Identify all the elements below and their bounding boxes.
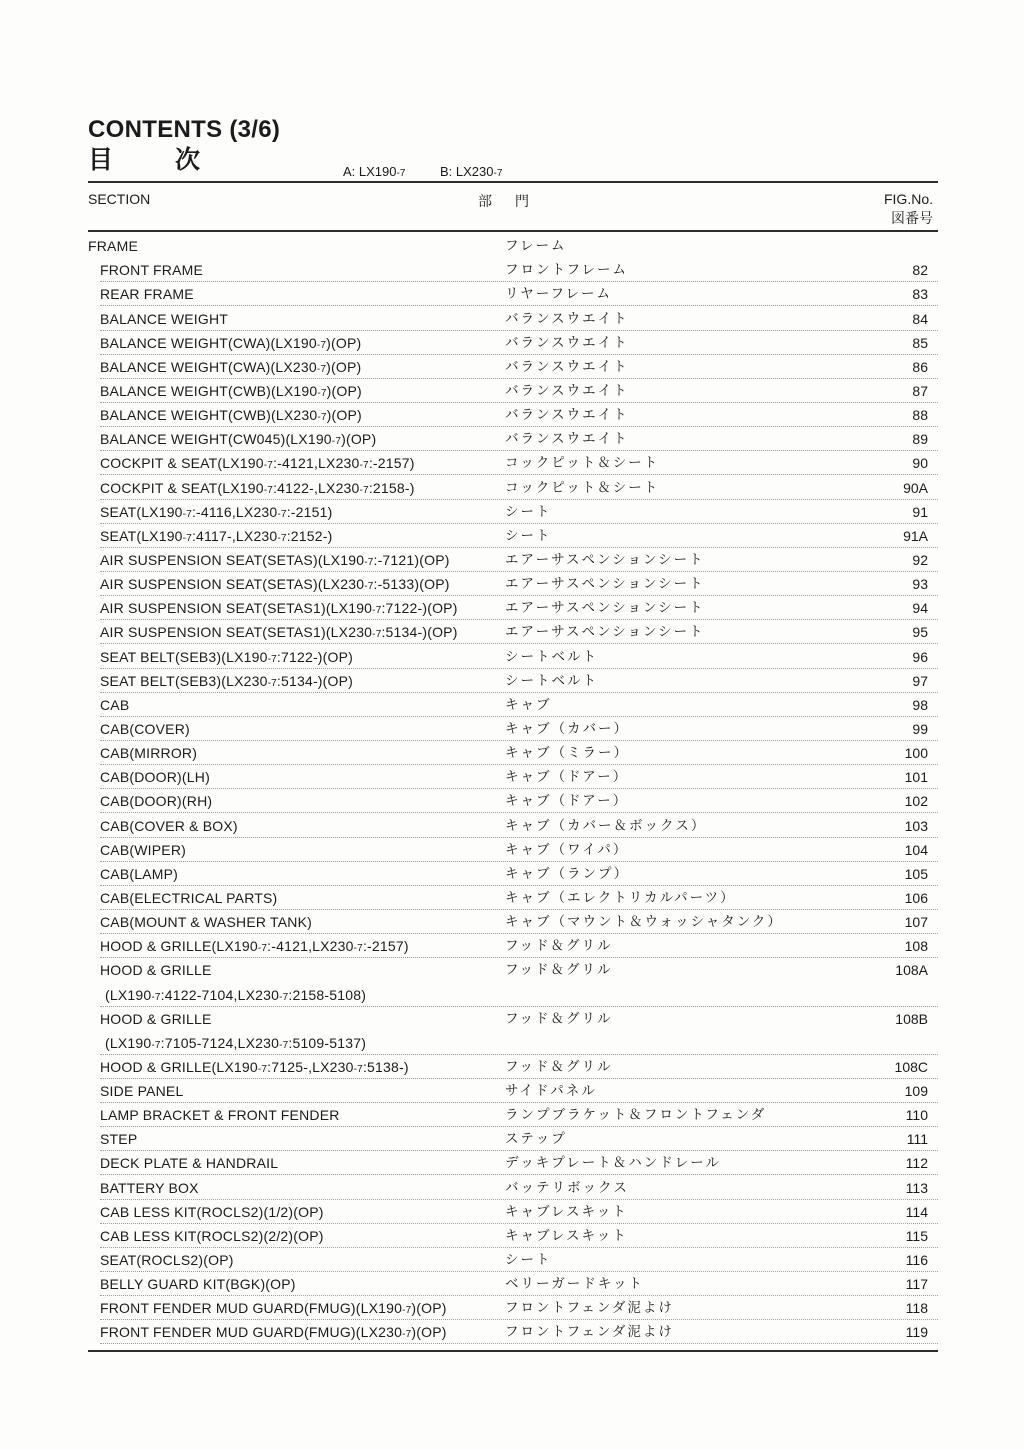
toc-item-row	[88, 838, 938, 862]
fig-number: 90	[912, 455, 928, 472]
fig-number: 108	[904, 938, 928, 955]
entry-title-ja: エアーサスペンションシート	[505, 576, 705, 592]
toc-item-row	[88, 1127, 938, 1151]
page-bottom-rule	[88, 1350, 938, 1352]
toc-item-row	[88, 500, 938, 524]
toc-item-row	[88, 789, 938, 813]
entry-title-ja: バランスウエイト	[505, 431, 629, 447]
entry-title-en: SEAT(ROCLS2)(OP)	[100, 1252, 234, 1269]
entry-title-en: HOOD & GRILLE	[100, 962, 212, 979]
toc-item-row	[88, 1248, 938, 1272]
fig-number: 100	[904, 745, 928, 762]
fig-number: 106	[904, 889, 928, 906]
entry-title-en: BATTERY BOX	[100, 1179, 199, 1196]
fig-number: 82	[912, 262, 928, 279]
entry-title-en: CAB(DOOR)(LH)	[100, 769, 210, 786]
toc-item-row	[88, 1007, 938, 1031]
model-legend	[343, 164, 503, 179]
entry-title-ja: バッテリボックス	[505, 1179, 629, 1195]
entry-title-ja: フレーム	[505, 238, 567, 254]
toc-section-row	[88, 234, 938, 258]
entry-title-ja: フッド＆グリル	[505, 962, 613, 978]
entry-title-ja: キャブ（ドアー）	[505, 793, 629, 809]
entry-title-ja: ステップ	[505, 1131, 567, 1147]
fig-number: 117	[905, 1276, 928, 1293]
toc-item-row	[88, 572, 938, 596]
toc-item-row	[88, 644, 938, 668]
toc-item-row	[88, 620, 938, 644]
toc-item-row	[88, 1224, 938, 1248]
entry-title-en: CAB(MOUNT & WASHER TANK)	[100, 914, 312, 931]
entry-title-ja: キャブレスキット	[505, 1203, 628, 1219]
toc-item-row	[88, 524, 938, 548]
entry-title-en-continuation: (LX190-7:7105-7124,LX230-7:5109-5137)	[105, 1034, 367, 1051]
toc-item-continuation-row	[88, 982, 938, 1006]
fig-number: 111	[906, 1131, 928, 1148]
entry-title-en: CAB(DOOR)(RH)	[100, 793, 213, 810]
toc-item-row	[88, 669, 938, 693]
column-header-dept-1: 部	[478, 193, 492, 209]
column-header-figno-ja: 図番号	[891, 210, 933, 226]
fig-number: 91A	[903, 527, 928, 544]
fig-number: 118	[905, 1300, 928, 1317]
entry-title-ja: キャブ	[505, 696, 552, 712]
entry-title-en: BALANCE WEIGHT(CWB)(LX230-7)(OP)	[100, 407, 362, 424]
entry-title-ja: シート	[505, 527, 552, 543]
entry-title-en: HOOD & GRILLE(LX190-7:7125-,LX230-7:5138-)	[100, 1058, 409, 1075]
fig-number: 108C	[894, 1058, 928, 1075]
entry-title-en: CAB LESS KIT(ROCLS2)(1/2)(OP)	[100, 1203, 324, 1220]
entry-title-ja: キャブ（ミラー）	[505, 745, 629, 761]
entry-title-en: AIR SUSPENSION SEAT(SETAS1)(LX230-7:5134-)(OP)	[100, 624, 458, 641]
fig-number: 102	[904, 793, 928, 810]
fig-number: 83	[912, 286, 928, 303]
model-b-label: B: LX230-7	[440, 164, 503, 179]
fig-number: 110	[905, 1107, 928, 1124]
fig-number: 108A	[895, 962, 928, 979]
entry-title-ja: バランスウエイト	[505, 310, 629, 326]
fig-number: 107	[904, 914, 928, 931]
toc-item-row	[88, 813, 938, 837]
entry-title-en: BALANCE WEIGHT	[100, 310, 229, 327]
entry-title-ja: ベリーガードキット	[505, 1276, 644, 1292]
toc-item-row	[88, 862, 938, 886]
toc-item-row	[88, 596, 938, 620]
fig-number: 103	[904, 817, 928, 834]
entry-title-ja: エアーサスペンションシート	[505, 551, 705, 567]
fig-number: 101	[904, 769, 928, 786]
entry-title-en: CAB(LAMP)	[100, 865, 179, 882]
entry-title-en: BALANCE WEIGHT(CWB)(LX190-7)(OP)	[100, 382, 362, 399]
entry-title-en: STEP	[100, 1131, 138, 1148]
entry-title-en: FRONT FENDER MUD GUARD(FMUG)(LX230-7)(OP)	[100, 1324, 447, 1341]
entry-title-en: AIR SUSPENSION SEAT(SETAS)(LX190-7:-7121)(OP)	[100, 551, 450, 568]
fig-number: 84	[912, 310, 928, 327]
model-a-label: A: LX190-7	[343, 164, 406, 179]
toc-item-row	[88, 934, 938, 958]
contents-table	[88, 234, 938, 1344]
fig-number: 104	[904, 841, 928, 858]
entry-title-en: DECK PLATE & HANDRAIL	[100, 1155, 279, 1172]
entry-title-ja: バランスウエイト	[505, 358, 629, 374]
entry-title-ja: フロントフレーム	[505, 262, 629, 278]
fig-number: 87	[912, 382, 928, 399]
entry-title-ja: フッド＆グリル	[505, 1058, 613, 1074]
entry-title-en: SEAT BELT(SEB3)(LX190-7:7122-)(OP)	[100, 648, 354, 665]
fig-number: 93	[912, 576, 928, 593]
entry-title-en: LAMP BRACKET & FRONT FENDER	[100, 1107, 340, 1124]
entry-title-en: COCKPIT & SEAT(LX190-7:4122-,LX230-7:2158-)	[100, 479, 415, 496]
entry-title-en: BALANCE WEIGHT(CW045)(LX190-7)(OP)	[100, 431, 377, 448]
entry-title-en: BALANCE WEIGHT(CWA)(LX230-7)(OP)	[100, 358, 362, 375]
entry-title-ja: サイドパネル	[505, 1083, 597, 1099]
fig-number: 119	[905, 1324, 928, 1341]
entry-title-ja: キャブ（ドアー）	[505, 769, 629, 785]
toc-item-row	[88, 258, 938, 282]
toc-item-row	[88, 1175, 938, 1199]
entry-title-ja: キャブ（カバー）	[505, 720, 629, 736]
fig-number: 90A	[903, 479, 928, 496]
fig-number: 86	[912, 358, 928, 375]
entry-title-ja: デッキプレート＆ハンドレール	[505, 1155, 721, 1171]
title-ja-char-1: 目	[88, 146, 114, 174]
entry-title-en: HOOD & GRILLE	[100, 1010, 212, 1027]
entry-title-ja: バランスウエイト	[505, 334, 629, 350]
entry-title-en: CAB(ELECTRICAL PARTS)	[100, 889, 278, 906]
entry-title-ja: シートベルト	[505, 648, 598, 664]
entry-title-ja: キャブレスキット	[505, 1227, 628, 1243]
entry-title-ja: シート	[505, 1252, 552, 1268]
fig-number: 91	[912, 503, 928, 520]
toc-item-row	[88, 886, 938, 910]
entry-title-ja: エアーサスペンションシート	[505, 624, 705, 640]
fig-number: 116	[905, 1252, 928, 1269]
entry-title-en: REAR FRAME	[100, 286, 194, 303]
toc-item-continuation-row	[88, 1031, 938, 1055]
entry-title-ja: エアーサスペンションシート	[505, 600, 705, 616]
entry-title-ja: キャブ（カバー＆ボックス）	[505, 817, 707, 833]
toc-item-row	[88, 1272, 938, 1296]
toc-item-row	[88, 1200, 938, 1224]
toc-item-row	[88, 282, 938, 306]
entry-title-en: SEAT(LX190-7:-4116,LX230-7:-2151)	[100, 503, 333, 520]
fig-number: 112	[905, 1155, 928, 1172]
fig-number: 94	[912, 600, 928, 617]
fig-number: 85	[912, 334, 928, 351]
toc-item-row	[88, 765, 938, 789]
toc-item-row	[88, 693, 938, 717]
entry-title-ja: シート	[505, 503, 552, 519]
fig-number: 105	[904, 865, 928, 882]
fig-number: 113	[905, 1179, 928, 1196]
entry-title-ja: キャブ（ワイパ）	[505, 841, 629, 857]
toc-item-row	[88, 1296, 938, 1320]
entry-title-en: CAB LESS KIT(ROCLS2)(2/2)(OP)	[100, 1227, 324, 1244]
title-ja-char-2: 次	[175, 146, 201, 174]
entry-title-en: CAB(WIPER)	[100, 841, 186, 858]
fig-number: 89	[912, 431, 928, 448]
fig-number: 88	[912, 407, 928, 424]
column-header-figno: FIG.No.	[883, 191, 933, 207]
toc-item-row	[88, 355, 938, 379]
entry-title-en: SEAT(LX190-7:4117-,LX230-7:2152-)	[100, 527, 333, 544]
entry-title-en: FRAME	[88, 238, 138, 255]
toc-item-row	[88, 1079, 938, 1103]
fig-number: 114	[905, 1203, 928, 1220]
entry-title-en: AIR SUSPENSION SEAT(SETAS1)(LX190-7:7122-)(OP)	[100, 600, 458, 617]
fig-number: 98	[912, 696, 928, 713]
entry-title-en-continuation: (LX190-7:4122-7104,LX230-7:2158-5108)	[105, 986, 367, 1003]
entry-title-en: BELLY GUARD KIT(BGK)(OP)	[100, 1276, 296, 1293]
entry-title-en: FRONT FENDER MUD GUARD(FMUG)(LX190-7)(OP)	[100, 1300, 447, 1317]
entry-title-en: CAB(COVER & BOX)	[100, 817, 238, 834]
fig-number: 108B	[895, 1010, 928, 1027]
toc-item-row	[88, 451, 938, 475]
toc-item-row	[88, 717, 938, 741]
toc-item-row	[88, 475, 938, 499]
entry-title-ja: フッド＆グリル	[505, 938, 613, 954]
fig-number: 109	[904, 1083, 928, 1100]
entry-title-ja: キャブ（エレクトリカルパーツ）	[505, 889, 736, 905]
entry-title-en: FRONT FRAME	[100, 262, 204, 279]
toc-item-row	[88, 958, 938, 982]
toc-item-row	[88, 379, 938, 403]
fig-number: 92	[912, 551, 928, 568]
entry-title-en: CAB(MIRROR)	[100, 745, 198, 762]
toc-item-row	[88, 1055, 938, 1079]
page-title: CONTENTS (3/6)	[88, 116, 281, 143]
column-header-section: SECTION	[88, 191, 151, 207]
fig-number: 97	[912, 672, 928, 689]
entry-title-ja: フロントフェンダ泥よけ	[505, 1324, 674, 1340]
entry-title-ja: シートベルト	[505, 672, 598, 688]
entry-title-ja: ランプブラケット＆フロントフェンダ	[505, 1107, 767, 1123]
header-divider-bottom	[88, 230, 938, 232]
entry-title-en: COCKPIT & SEAT(LX190-7:-4121,LX230-7:-2157)	[100, 455, 415, 472]
toc-item-row	[88, 741, 938, 765]
toc-item-row	[88, 403, 938, 427]
toc-item-row	[88, 1320, 938, 1344]
entry-title-en: AIR SUSPENSION SEAT(SETAS)(LX230-7:-5133)(OP)	[100, 576, 450, 593]
entry-title-en: CAB	[100, 696, 130, 713]
entry-title-ja: フロントフェンダ泥よけ	[505, 1300, 674, 1316]
entry-title-ja: キャブ（マウント＆ウォッシャタンク）	[505, 914, 783, 930]
entry-title-ja: キャブ（ランプ）	[505, 865, 630, 881]
entry-title-ja: コックピット＆シート	[505, 455, 660, 471]
fig-number: 99	[912, 720, 928, 737]
fig-number: 95	[912, 624, 928, 641]
entry-title-ja: リヤーフレーム	[505, 286, 613, 302]
toc-item-row	[88, 427, 938, 451]
entry-title-en: HOOD & GRILLE(LX190-7:-4121,LX230-7:-2157)	[100, 938, 409, 955]
entry-title-en: SEAT BELT(SEB3)(LX230-7:5134-)(OP)	[100, 672, 354, 689]
column-header-dept-2: 門	[515, 193, 529, 209]
entry-title-en: BALANCE WEIGHT(CWA)(LX190-7)(OP)	[100, 334, 362, 351]
toc-item-row	[88, 306, 938, 330]
header-divider-top	[88, 181, 938, 183]
entry-title-en: CAB(COVER)	[100, 720, 190, 737]
toc-item-row	[88, 910, 938, 934]
entry-title-ja: コックピット＆シート	[505, 479, 660, 495]
toc-item-row	[88, 1151, 938, 1175]
entry-title-ja: バランスウエイト	[505, 382, 629, 398]
toc-item-row	[88, 548, 938, 572]
toc-item-row	[88, 1103, 938, 1127]
toc-item-row	[88, 331, 938, 355]
fig-number: 115	[905, 1227, 928, 1244]
fig-number: 96	[912, 648, 928, 665]
entry-title-ja: フッド＆グリル	[505, 1010, 613, 1026]
entry-title-en: SIDE PANEL	[100, 1083, 184, 1100]
entry-title-ja: バランスウエイト	[505, 407, 629, 423]
